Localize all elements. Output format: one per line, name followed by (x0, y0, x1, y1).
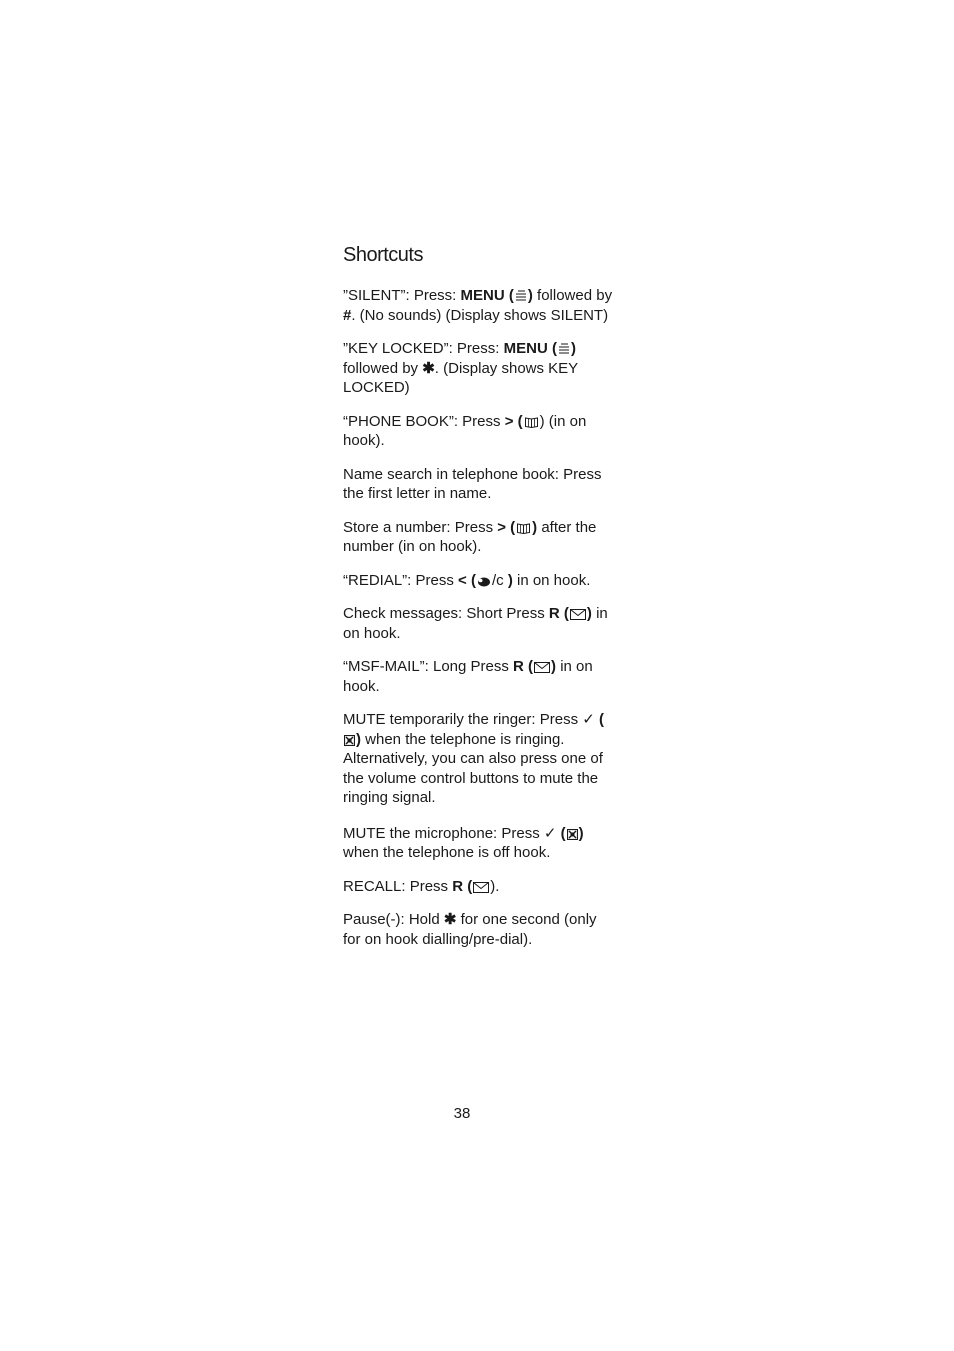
text: (in on hook). (343, 412, 587, 449)
check-key: ✓ (582, 711, 595, 728)
text: ( (598, 711, 604, 728)
text: ) (539, 412, 545, 430)
text: ”SILENT”: Press: (343, 287, 461, 304)
text: ) (551, 658, 557, 675)
shortcuts-list (343, 286, 615, 963)
shortcut-phone-book (343, 412, 615, 451)
star-key: ✱ (422, 359, 435, 377)
section-heading: Shortcuts (343, 244, 423, 266)
shortcut-mute-ringer (343, 710, 615, 808)
text: in on hook. (343, 605, 608, 642)
text: for one second (only for on hook dialling/pre-dial). (343, 911, 597, 948)
r-key-label: R ( (513, 658, 534, 675)
clear-key-label: /c (491, 571, 504, 589)
page-number: 38 (453, 1105, 471, 1122)
text: Store a number: Press (343, 518, 498, 536)
text: ) (527, 287, 533, 304)
check-key: ✓ (543, 824, 557, 842)
shortcut-redial (343, 571, 615, 591)
mute-icon (344, 735, 355, 746)
text: ( (556, 824, 566, 842)
mute-icon (567, 829, 578, 840)
text: MUTE temporarily the ringer: Press (343, 711, 583, 728)
shortcut-name-search: Name search in telephone book: Press the first letter in name. (343, 465, 602, 502)
text: ) (507, 571, 513, 589)
shortcut-check-messages (343, 604, 615, 643)
shortcut-recall (343, 877, 615, 897)
right-key-label: > ( (504, 412, 523, 430)
text: after the number (in on hook). (343, 518, 597, 555)
text: . (No sounds) (Display shows SILENT) (351, 306, 609, 324)
shortcut-msf-mail (343, 657, 615, 696)
phonebook-icon (524, 415, 539, 428)
shortcut-silent (343, 286, 615, 325)
text: MUTE the microphone: Press (343, 824, 544, 842)
right-key-label: > ( (497, 518, 516, 536)
text: ) (586, 605, 592, 622)
left-key-label: < ( (458, 571, 476, 589)
text: ) (578, 824, 584, 842)
text: when the telephone is ringing. Alternatively, you can also press one of the volume control buttons to mute the ringing signal. (343, 730, 603, 806)
text: in on hook. (343, 658, 593, 695)
text: . (Display shows KEY LOCKED) (343, 359, 578, 396)
menu-key-label: MENU ( (460, 287, 514, 304)
text: ) (532, 518, 538, 536)
text: ) (570, 340, 576, 357)
star-key: ✱ (443, 911, 457, 928)
text: . (495, 877, 500, 895)
text: “MSF-MAIL”: Long Press (343, 658, 514, 675)
r-key-label: R ( (452, 877, 473, 895)
shortcut-mute-microphone (343, 824, 615, 863)
hash-key: # (343, 306, 352, 324)
shortcut-pause (343, 910, 615, 949)
text: Pause(-): Hold (343, 911, 444, 928)
menu-icon (558, 342, 570, 355)
text: Check messages: Short Press (343, 605, 549, 622)
redial-icon (477, 575, 491, 587)
r-key-label: R ( (548, 605, 569, 622)
phonebook-icon (516, 521, 531, 534)
shortcut-key-locked (343, 339, 615, 398)
menu-icon (515, 289, 527, 302)
shortcut-store-number (343, 518, 615, 557)
text: “REDIAL”: Press (343, 571, 459, 589)
envelope-icon (534, 662, 550, 673)
text: ”KEY LOCKED”: Press: (343, 340, 504, 357)
menu-key-label: MENU ( (503, 340, 557, 357)
text: ) (356, 730, 361, 748)
text: RECALL: Press (343, 877, 453, 895)
text: followed by (343, 359, 423, 377)
text: ) (490, 877, 496, 895)
text: when the telephone is off hook. (343, 844, 551, 861)
envelope-icon (473, 882, 489, 893)
text: “PHONE BOOK”: Press (343, 412, 505, 430)
text: in on hook. (512, 571, 591, 589)
text: followed by (532, 287, 613, 304)
envelope-icon (570, 609, 586, 620)
